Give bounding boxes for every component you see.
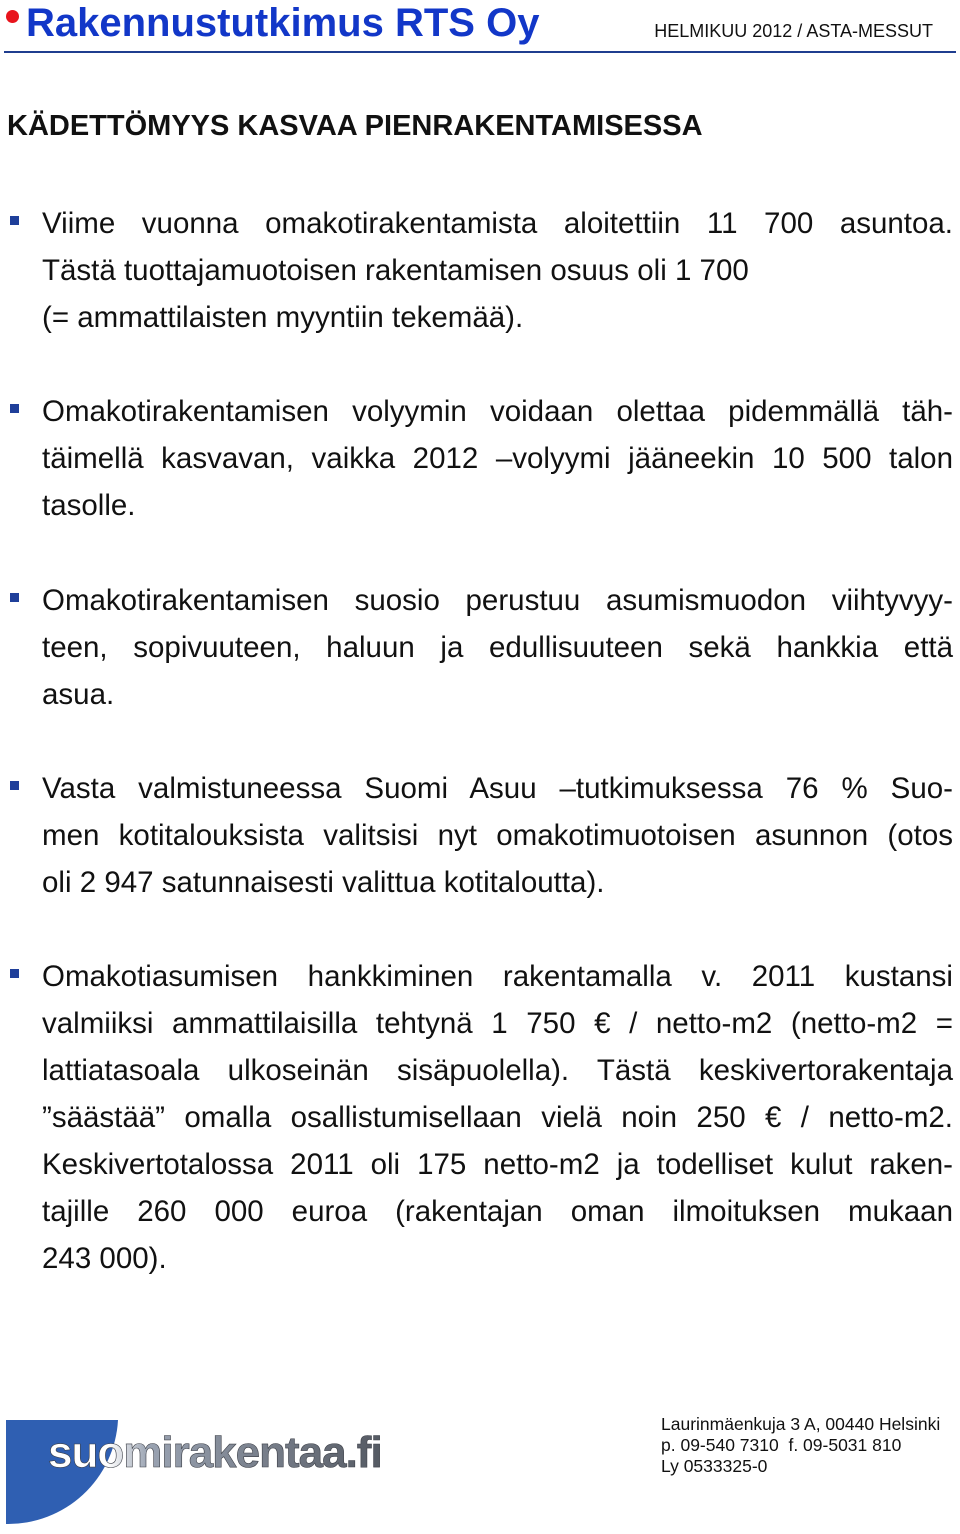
- footer-address: Laurinmäenkuja 3 A, 00440 Helsinki: [661, 1414, 941, 1434]
- bullet-text: [42, 577, 953, 718]
- bullet-line: Viime vuonna omakotirakentamista aloitettiin 11 700 asuntoa.: [42, 207, 953, 240]
- bullet-line: valmiiksi ammattilaisilla tehtynä 1 750 € / netto-m2 (netto-m2 =: [42, 1007, 953, 1040]
- bullet-line: lattiatasoala ulkoseinän sisäpuolella). Tästä keskivertorakentaja: [42, 1054, 953, 1087]
- company-name: Rakennustutkimus RTS Oy: [26, 1, 540, 45]
- square-bullet-icon: [10, 404, 19, 413]
- bullet-line: Omakotirakentamisen suosio perustuu asumismuodon viihtyvyy-: [42, 584, 953, 617]
- bullet-text: [42, 388, 953, 529]
- bullet-line: asua.: [42, 678, 115, 711]
- page-title: KÄDETTÖMYYS KASVAA PIENRAKENTAMISESSA: [7, 110, 703, 142]
- bullet-line: Omakotiasumisen hankkiminen rakentamalla v. 2011 kustansi: [42, 960, 953, 993]
- header-date-event: HELMIKUU 2012 / ASTA-MESSUT: [654, 21, 933, 41]
- bullet-line: oli 2 947 satunnaisesti valittua kotitaloutta).: [42, 866, 605, 899]
- bullet-text: [42, 200, 953, 341]
- bullet-line: Vasta valmistuneessa Suomi Asuu –tutkimuksessa 76 % Suo-: [42, 772, 953, 805]
- bullet-line: Tästä tuottajamuotoisen rakentamisen osuus oli 1 700: [42, 254, 749, 287]
- square-bullet-icon: [10, 593, 19, 602]
- footer-phone-fax: p. 09-540 7310 f. 09-5031 810: [661, 1435, 902, 1455]
- bullet-line: Keskivertotalossa 2011 oli 175 netto-m2 ja todelliset kulut raken-: [42, 1148, 953, 1181]
- header-divider: [4, 51, 956, 53]
- bullet-line: Omakotirakentamisen volyymin voidaan olettaa pidemmällä täh-: [42, 395, 953, 428]
- bullet-line: (= ammattilaisten myyntiin tekemää).: [42, 301, 524, 334]
- suomirakentaa-logo: [6, 1412, 456, 1527]
- footer-contact: [661, 1414, 940, 1477]
- bullet-line: ”säästää” omalla osallistumisellaan vielä noin 250 € / netto-m2.: [42, 1101, 953, 1134]
- footer-business-id: Ly 0533325-0: [661, 1456, 768, 1476]
- bullet-line: tajille 260 000 euroa (rakentajan oman ilmoituksen mukaan: [42, 1195, 953, 1228]
- bullet-text: [42, 953, 953, 1282]
- logo-graphic: [6, 1412, 456, 1527]
- square-bullet-icon: [10, 781, 19, 790]
- bullet-text: [42, 765, 953, 906]
- square-bullet-icon: [10, 216, 19, 225]
- bullet-line: tasolle.: [42, 489, 136, 522]
- page-header: [0, 0, 960, 54]
- red-dot-icon: [6, 10, 19, 23]
- bullet-line: 243 000).: [42, 1242, 167, 1275]
- bullet-line: men kotitalouksista valitsisi nyt omakotimuotoisen asunnon (otos: [42, 819, 953, 852]
- bullet-line: teen, sopivuuteen, haluun ja edullisuuteen sekä hankkia että: [42, 631, 953, 664]
- square-bullet-icon: [10, 969, 19, 978]
- logo-text: suomirakentaa.fi: [48, 1428, 382, 1477]
- bullet-line: täimellä kasvavan, vaikka 2012 –volyymi jääneekin 10 500 talon: [42, 442, 953, 475]
